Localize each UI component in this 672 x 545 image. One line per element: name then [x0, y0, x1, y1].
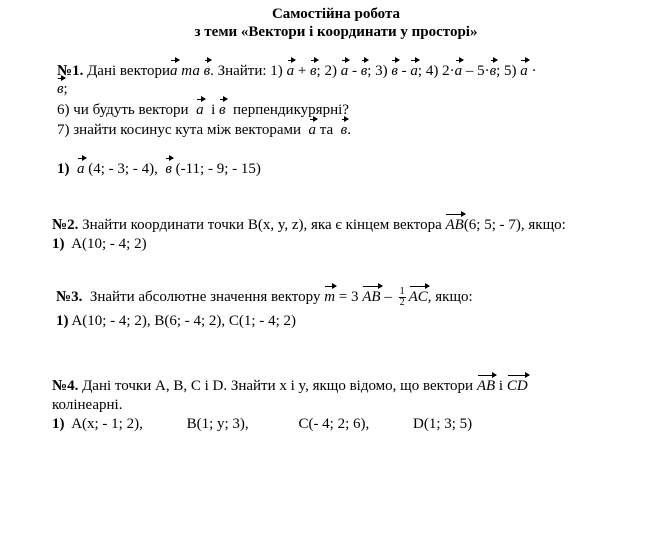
- task4-line1: [52, 377, 528, 395]
- q7-text: 7) знайти косинус кута між векторами: [57, 122, 302, 138]
- item-4: ; 4) 2·: [417, 63, 455, 79]
- op-minus-5: – 5·: [462, 63, 490, 79]
- task1-find: . Знайти: 1): [210, 63, 283, 79]
- vector-a: a: [170, 63, 178, 79]
- task1-question7: [57, 121, 351, 139]
- page-subtitle: з теми «Вектори і координати у просторі»: [194, 24, 478, 40]
- fraction-numerator: 1: [399, 286, 405, 297]
- vector-ab: AB: [445, 217, 464, 233]
- variant-number: 1): [52, 236, 65, 252]
- task3-text: Знайти абсолютне значення вектору: [89, 288, 321, 305]
- task4-line2: колінеарні.: [52, 397, 123, 413]
- vector-b: в: [489, 63, 497, 79]
- task2-text2: (6; 5; - 7), якщо:: [463, 217, 566, 233]
- q7-ta: та: [319, 122, 334, 138]
- point-b: B(1; y; 3),: [186, 416, 249, 432]
- vector-a: a: [454, 63, 463, 79]
- q6-end: перпендикурярні?: [233, 102, 349, 118]
- task1-variant1: [57, 160, 261, 178]
- op-dot: ·: [527, 63, 537, 79]
- point-c: C(- 4; 2; 6),: [298, 416, 370, 432]
- q6-i: і: [211, 102, 216, 118]
- vector-b-coords: (-11; - 9; - 15): [175, 161, 261, 177]
- task2-line1: [52, 216, 566, 234]
- task1-ta: та: [181, 63, 200, 79]
- task3-points: A(10; - 4; 2), B(6; - 4; 2), C(1; - 4; 2): [71, 313, 296, 329]
- op-minus: –: [380, 288, 396, 305]
- task3-variant1: [56, 312, 296, 330]
- task2-text: Знайти координати точки B(x, y, z), яка є кінцем вектора: [82, 217, 442, 233]
- vector-b: в: [391, 63, 398, 79]
- fraction-denominator: 2: [399, 297, 405, 308]
- task3-line1: [56, 287, 473, 308]
- task2-number: №2.: [52, 217, 79, 233]
- variant-number: 1): [56, 313, 69, 329]
- variant-number: 1): [57, 161, 70, 177]
- vector-a: a: [410, 63, 418, 79]
- vector-b: в: [360, 63, 368, 79]
- task4-variant1: [52, 415, 472, 433]
- vector-a: a: [196, 102, 204, 118]
- variant-number: 1): [52, 416, 65, 432]
- point-d: D(1; 3; 5): [413, 416, 473, 432]
- task4-text: Дані точки A, B, C і D. Знайти x і y, якщо відомо, що вектори: [82, 378, 474, 394]
- task4-number: №4.: [52, 378, 79, 394]
- vector-b: в: [310, 63, 317, 79]
- task1-number: №1.: [57, 63, 84, 79]
- vector-b: в: [165, 161, 172, 177]
- vector-a: a: [308, 122, 317, 138]
- vector-b: в: [340, 122, 348, 138]
- task2-variant1: [52, 235, 147, 253]
- vector-b: в: [203, 63, 211, 79]
- task1-question6: [57, 101, 349, 119]
- fraction-half: [399, 287, 406, 308]
- task3-text2: , якщо:: [427, 288, 473, 305]
- vector-b: в: [57, 81, 64, 97]
- vector-ac: AC: [408, 288, 428, 305]
- task1-line2: [57, 80, 68, 98]
- page-title: Самостійна робота: [271, 6, 401, 22]
- op-minus: -: [348, 63, 361, 79]
- vector-b: в: [219, 102, 226, 118]
- op-minus: -: [397, 63, 411, 79]
- task1-intro: Дані вектори: [87, 63, 171, 79]
- task1-line1: [57, 62, 537, 80]
- equals-3: = 3: [335, 288, 363, 305]
- vector-ab: AB: [476, 378, 496, 394]
- vector-ab: AB: [362, 288, 381, 305]
- point-a: A(x; - 1; 2),: [71, 416, 143, 432]
- task2-point-a: A(10; - 4; 2): [71, 236, 147, 252]
- vector-cd: CD: [506, 378, 528, 394]
- vector-a: a: [286, 63, 295, 79]
- task4-i: і: [498, 378, 504, 394]
- vector-m: m: [324, 288, 336, 305]
- vector-a: a: [77, 161, 85, 177]
- q7-end: .: [347, 122, 351, 138]
- task3-number: №3.: [56, 288, 83, 305]
- vector-a: a: [520, 63, 528, 79]
- vector-a: a: [340, 63, 349, 79]
- item-2: ; 2): [316, 63, 341, 79]
- item-3: ; 3): [367, 63, 392, 79]
- semicolon: ;: [63, 81, 68, 97]
- q6-text: 6) чи будуть вектори: [57, 102, 189, 118]
- op-plus: +: [294, 63, 311, 79]
- vector-a-coords: (4; - 3; - 4),: [88, 161, 158, 177]
- item-5: ; 5): [496, 63, 521, 79]
